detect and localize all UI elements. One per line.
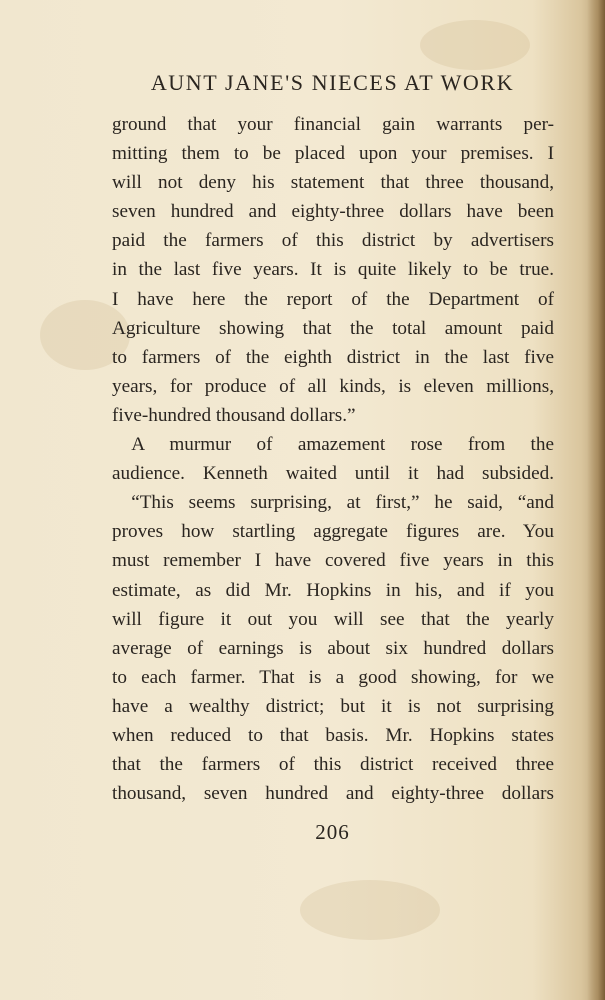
paper-stain bbox=[420, 20, 530, 70]
text-line: audience. Kenneth waited until it had subsided. bbox=[112, 463, 554, 485]
text-line: paid the farmers of this district by advertisers bbox=[112, 230, 554, 252]
text-line: to each farmer. That is a good showing, for we bbox=[112, 666, 554, 688]
page-number: 206 bbox=[315, 820, 350, 844]
text-line: ground that your financial gain warrants per- bbox=[112, 114, 554, 135]
text-line: in the last five years. It is quite likely to be true. bbox=[112, 259, 554, 281]
text-line: that the farmers of this district received three bbox=[112, 754, 554, 776]
text-line: estimate, as did Mr. Hopkins in his, and if you bbox=[112, 579, 554, 601]
text-line: mitting them to be placed upon your premises. I bbox=[112, 143, 554, 165]
text-line: Agriculture showing that the total amount paid bbox=[112, 317, 554, 339]
text-line: proves how startling aggregate figures are. You bbox=[112, 521, 554, 543]
running-head: AUNT JANE'S NIECES AT WORK bbox=[150, 70, 515, 95]
text-line: A murmur of amazement rose from the bbox=[112, 434, 554, 456]
text-line: to farmers of the eighth district in the last five bbox=[112, 346, 554, 368]
text-line: years, for produce of all kinds, is eleven millions, bbox=[112, 375, 554, 397]
page-edge-shadow bbox=[587, 0, 605, 1000]
text-line: will not deny his statement that three thousand, bbox=[112, 172, 554, 194]
text-line: seven hundred and eighty-three dollars have been bbox=[112, 201, 554, 223]
text-line: have a wealthy district; but it is not surprising bbox=[112, 695, 554, 717]
text-line: average of earnings is about six hundred dollars bbox=[112, 637, 554, 659]
text-line: must remember I have covered five years in this bbox=[112, 550, 554, 572]
body-text bbox=[112, 110, 554, 808]
text-line: will figure it out you will see that the yearly bbox=[112, 608, 554, 630]
paper-stain bbox=[300, 880, 440, 940]
text-line: when reduced to that basis. Mr. Hopkins states bbox=[112, 724, 554, 746]
text-line: I have here the report of the Department of bbox=[112, 288, 554, 310]
text-line: “This seems surprising, at first,” he said, “and bbox=[112, 492, 554, 514]
text-line: five-hundred thousand dollars.” bbox=[112, 404, 356, 426]
text-line: thousand, seven hundred and eighty-three dollars bbox=[112, 783, 554, 805]
